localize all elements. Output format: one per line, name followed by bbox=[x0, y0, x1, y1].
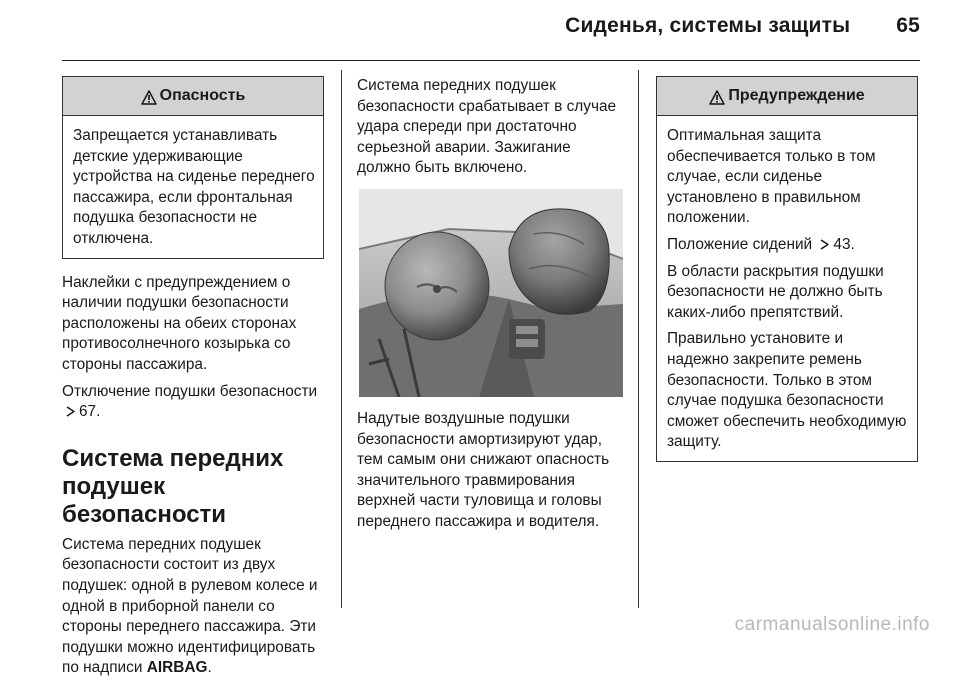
airbag-deactivation-ref[interactable]: 67. bbox=[79, 403, 101, 421]
danger-box bbox=[62, 76, 324, 259]
page-header bbox=[565, 14, 920, 38]
airbag-deactivation-text: Отключение подушки безопасности bbox=[62, 382, 318, 400]
warning-box bbox=[656, 76, 918, 462]
warning-box-body bbox=[657, 116, 917, 461]
warning-p3: В области раскрытия подушки безопасности не должно быть каких-либо препятствий. bbox=[667, 262, 884, 321]
warning-box-header bbox=[657, 77, 917, 116]
page-number: 65 bbox=[896, 14, 920, 37]
section-text: Система передних подушек безопасности состоит из двух подушек: одной в рулевом колесе и одной в приборной панели со стороны переднего пассажира. Эти подушки можно идентифицировать по надписи bbox=[62, 535, 318, 677]
left-column bbox=[62, 76, 324, 685]
page-reference-icon bbox=[819, 239, 830, 250]
warning-triangle-icon bbox=[141, 90, 157, 105]
danger-box-title: Опасность bbox=[159, 86, 246, 104]
right-column bbox=[656, 76, 918, 462]
photo-caption: Надутые воздушные подушки безопасности амортизируют удар, тем самым они снижают опасность значительного травмирования верхней части туловища и головы переднего пассажира и водителя. bbox=[357, 409, 610, 530]
airbag-photo bbox=[359, 189, 623, 397]
seat-position-ref[interactable]: 43. bbox=[833, 235, 855, 253]
airbag-label: AIRBAG bbox=[146, 659, 208, 677]
watermark: carmanualsonline.info bbox=[734, 614, 930, 635]
warning-box-title: Предупреждение bbox=[728, 86, 865, 104]
section-title: Система передних подушек безопасности bbox=[62, 444, 284, 528]
warning-p4: Правильно установите и надежно закрепите ремень безопасности. Только в этом случае подушка безопасности сможет обеспечить необходимую защиту. bbox=[667, 330, 907, 451]
danger-box-header bbox=[63, 77, 323, 116]
airbag-deactivation-paragraph bbox=[62, 382, 324, 423]
warning-triangle-icon bbox=[709, 90, 725, 105]
column-divider-1 bbox=[341, 70, 342, 608]
page-title: Сиденья, системы защиты bbox=[565, 14, 851, 37]
danger-box-text: Запрещается устанавливать детские удерживающие устройства на сиденье переднего пассажира, если фронтальная подушка безопасности не отключена. bbox=[73, 127, 315, 247]
header-divider bbox=[62, 60, 920, 61]
warning-p2 bbox=[667, 235, 909, 256]
column-divider-2 bbox=[638, 70, 639, 608]
page-reference-icon bbox=[65, 406, 76, 417]
middle-column bbox=[357, 76, 625, 539]
danger-box-body bbox=[63, 116, 323, 258]
inflated-airbags-image bbox=[359, 189, 623, 397]
section-paragraph bbox=[62, 535, 324, 679]
warning-p1: Оптимальная защита обеспечивается только в том случае, если сиденье установлено в правильном положении. bbox=[667, 127, 876, 227]
seat-position-text: Положение сидений bbox=[667, 235, 813, 253]
sticker-paragraph: Наклейки с предупреждением о наличии подушки безопасности расположены на обеих сторонах противосолнечного козырька со стороны пассажира. bbox=[62, 273, 297, 373]
section-end: . bbox=[207, 659, 212, 677]
deployment-paragraph: Система передних подушек безопасности срабатывает в случае удара спереди при достаточно серьезной аварии. Зажигание должно быть включено. bbox=[357, 77, 617, 177]
